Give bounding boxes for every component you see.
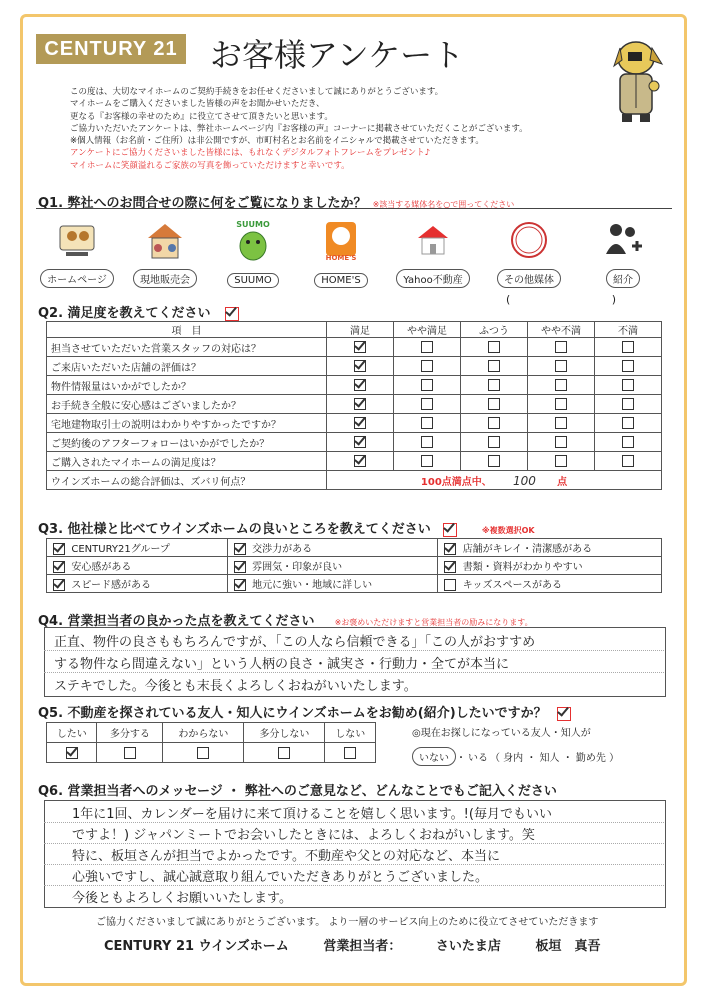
checkbox[interactable] [622,360,634,372]
checkbox[interactable] [234,561,246,573]
q5-title: Q5. 不動産を探されている友人・知人にウインズホームをお勧め(紹介)したいですか？ [38,706,547,721]
footer-store: さいたま店 [435,939,501,954]
q4-answer-line: する物件なら間違えない」という人柄の良さ・誠実さ・行動力・全てが本当に [54,657,510,672]
q2-title: Q2. 満足度を教えてください [38,306,211,321]
referral-icon [600,218,646,262]
checkbox[interactable] [421,398,433,410]
option-label: しない [325,723,376,743]
checkbox[interactable] [488,360,500,372]
q1-option-referral[interactable] [582,218,664,288]
checkbox[interactable] [421,436,433,448]
q1-option-other[interactable] [488,218,570,288]
option-cell[interactable] [438,557,662,575]
table-row [47,539,662,557]
q4-title: Q4. 営業担当者の良かった点を教えてください [38,614,315,629]
option-label: 多分する [97,723,163,743]
column-header: 満足 [327,322,394,338]
intro-line: ご協力いただいたアンケートは、弊社ホームページ内『お客様の声』コーナーに掲載させていただくことがございます。 [70,123,528,134]
option-label: 多分しない [244,723,325,743]
checkbox[interactable] [354,417,366,429]
checkbox[interactable] [555,398,567,410]
q1-option-homes[interactable] [300,218,382,288]
q3-strengths-table [46,538,662,593]
suumo-icon [230,218,276,262]
checkbox[interactable] [622,436,634,448]
checkbox[interactable] [444,543,456,555]
option-label: わからない [163,723,244,743]
row-label: 宅地建物取引士の説明はわかりやすかったですか？ [47,414,327,433]
intro-text [70,86,528,172]
column-header: 項 目 [47,322,327,338]
checkbox[interactable] [488,341,500,353]
other-media-icon [506,218,552,262]
table-row [47,433,662,452]
intro-line: マイホームをご購入くださいました皆様の声をお聞かせいただき、 [70,99,325,110]
ruled-line [44,672,664,673]
family-house-icon [142,218,188,262]
q1-option-yahoo[interactable] [392,218,474,288]
q5-detail: （ 身内 ・ 知人 ・ 勤め先 ） [490,753,620,764]
checkbox[interactable] [234,543,246,555]
option-label: スピード感がある [71,580,151,591]
checkbox[interactable] [354,360,366,372]
q5-yes-option[interactable]: いる [468,753,488,764]
q6-answer-line: ですよ！) ジャパンミートでお会いしたときには、よろしくおねがいします。笑 [72,828,535,843]
intro-line: 更なる『お客様の幸せのため』に役立てさせて頂きたいと思います。 [70,111,333,122]
checkbox[interactable] [278,747,290,759]
q5-friend-question [412,724,619,766]
checkbox[interactable] [555,436,567,448]
svg-text:HOME'S: HOME'S [325,254,357,262]
checkbox[interactable] [354,379,366,391]
q3-checkbox-icon [443,523,457,537]
checkbox[interactable] [354,436,366,448]
q5-checkbox-icon [557,707,571,721]
q1-options [36,218,676,286]
paren-open: ( [506,293,511,306]
table-row [47,338,662,357]
ruled-line [44,650,664,651]
option-label: 書類・資料がわかりやすい [462,562,583,573]
q6-answer-line: 心強いですし、誠心誠意取り組んでいただきありがとうございました。 [72,870,489,885]
total-label: ウインズホームの総合評価は、ズバリ何点？ [47,471,327,490]
option-label: キッズスペースがある [462,580,562,591]
checkbox[interactable] [622,398,634,410]
option-cell[interactable] [438,575,662,593]
option-label: CENTURY21グループ [71,544,170,555]
column-header: 不満 [595,322,662,338]
column-header: やや満足 [394,322,461,338]
q1-label: 現地販売会 [133,269,197,288]
q1-note: ※該当する媒体名を○で囲ってください [372,200,515,209]
checkbox[interactable] [444,561,456,573]
checkbox[interactable] [488,379,500,391]
checkbox[interactable] [234,579,246,591]
table-row [47,357,662,376]
q6-title: Q6. 営業担当者へのメッセージ ・ 弊社へのご意見など、どんなことでもご記入ください [38,784,557,799]
option-cell[interactable] [47,557,228,575]
checkbox[interactable] [622,455,634,467]
checkbox[interactable] [488,417,500,429]
q6-heading [38,780,557,799]
row-label: ご購入されたマイホームの満足度は？ [47,452,327,471]
q1-option-suumo[interactable] [212,218,294,288]
q3-title: Q3. 他社様と比べてウインズホームの良いところを教えてください [38,522,431,537]
q6-answer-line: 今後ともよろしくお願いいたします。 [72,891,292,906]
total-prefix: 100点満点中、 [420,476,492,488]
q4-answer-line: 正直、物件の良さももちろんですが、「この人なら信頼できる」「この人がおすすめ [54,635,536,650]
homes-icon [318,218,364,262]
q1-title: Q1. 弊社へのお問合せの際に何をご覧になりましたか？ [38,196,367,211]
company-logo: CENTURY 21 [36,34,186,64]
q4-note: ※お褒めいただけますと営業担当者の励みになります。 [334,618,533,627]
q1-label: SUUMO [227,273,279,288]
table-row [47,575,662,593]
checkbox[interactable] [53,579,65,591]
q1-option-homepage[interactable] [36,218,118,288]
q2-heading [38,302,239,321]
checkbox[interactable] [488,436,500,448]
q5-recommend-table [46,722,376,763]
checkbox[interactable] [53,543,65,555]
row-label: ご契約後のアフターフォローはいかがでしたか？ [47,433,327,452]
table-row [47,743,376,763]
yahoo-realestate-icon [410,218,456,262]
mascot-dog-icon [606,38,670,126]
total-suffix: 点 [557,476,568,488]
q1-label: ホームページ [40,269,114,288]
row-label: 物件情報量はいかがでしたか？ [47,376,327,395]
checkbox[interactable] [488,455,500,467]
column-header: ふつう [461,322,528,338]
q6-answer-line: 1年に1回、カレンダーを届けに来て頂けることを嬉しく思います。!(毎月でもいい [72,807,552,822]
q1-option-open-house[interactable] [124,218,206,288]
q3-note: ※複数選択OK [481,526,535,535]
checkbox[interactable] [66,747,78,759]
q6-answer-line: 特に、板垣さんが担当でよかったです。不動産や父との対応など、本当に [72,849,500,864]
checkbox[interactable] [555,360,567,372]
intro-line: この度は、大切なマイホームのご契約手続きをお任せくださいまして誠にありがとうございます。 [70,87,444,97]
table-row [47,414,662,433]
checkbox[interactable] [555,341,567,353]
option-cell[interactable] [227,575,438,593]
intro-line: ※個人情報（お名前・ご住所）は非公開ですが、市町村名とお名前をイニシャルで掲載させていただきます。 [70,136,484,147]
table-row [47,557,662,575]
checkbox[interactable] [421,455,433,467]
q1-label: Yahoo不動産 [396,269,469,288]
option-cell[interactable] [47,575,228,593]
q5-friend-line: ◎現在お探しになっている友人・知人が [412,728,591,739]
checkbox[interactable] [354,341,366,353]
checkbox[interactable] [354,455,366,467]
option-cell[interactable] [227,557,438,575]
checkbox[interactable] [124,747,136,759]
ruled-line [44,843,664,844]
table-row [47,452,662,471]
table-header-row [47,322,662,338]
option-label: 雰囲気・印象が良い [252,562,343,573]
option-label: 店舗がキレイ・清潔感がある [462,544,593,555]
option-cell[interactable] [227,539,438,557]
checkbox[interactable] [555,455,567,467]
total-score-cell[interactable] [327,471,662,490]
q1-label: 紹介 [606,269,640,288]
table-row [47,395,662,414]
checkbox[interactable] [488,398,500,410]
total-value: 100 [512,473,536,488]
checkbox[interactable] [622,341,634,353]
checkbox[interactable] [555,379,567,391]
q1-label: HOME'S [314,273,367,288]
q2-satisfaction-table [46,321,662,490]
divider [36,208,672,209]
checkbox[interactable] [622,417,634,429]
q5-no-option[interactable]: いない [412,747,456,766]
checkbox[interactable] [421,360,433,372]
row-label: お手続き全般に安心感はございましたか？ [47,395,327,414]
footer-staff-label: 営業担当者： [323,939,402,954]
checkbox[interactable] [555,417,567,429]
checkbox[interactable] [421,417,433,429]
table-header-row [47,723,376,743]
svg-text:SUUMO: SUUMO [236,220,270,229]
checkbox[interactable] [421,341,433,353]
option-cell[interactable] [47,539,228,557]
footer-signature [104,935,630,954]
q1-label: その他媒体 [497,269,561,288]
intro-line-red: アンケートにご協力くださいました皆様には、もれなくデジタルフォトフレームをプレゼント♪ [70,148,431,159]
checkbox[interactable] [622,379,634,391]
intro-line-red: マイホームに笑顔溢れるご家族の写真を飾っていただけますと幸いです。 [70,160,350,171]
homepage-icon [54,218,100,262]
row-label: 担当させていただいた営業スタッフの対応は？ [47,338,327,357]
checkbox[interactable] [344,747,356,759]
q3-heading [38,518,535,537]
option-label: 地元に強い・地域に詳しい [252,580,373,591]
option-cell[interactable] [438,539,662,557]
footer-staff-name: 板垣 真吾 [535,939,601,954]
table-row-total [47,471,662,490]
checkbox[interactable] [197,747,209,759]
row-label: ご来店いただいた店舗の評価は？ [47,357,327,376]
checkbox[interactable] [53,561,65,573]
other-media-paren [506,293,616,306]
ruled-line [44,864,664,865]
paren-close: ) [611,293,616,306]
q5-heading [38,702,571,721]
checkbox[interactable] [421,379,433,391]
option-label: 交渉力がある [252,544,313,555]
ruled-line [44,885,664,886]
page-title: お客様アンケート [210,36,465,74]
table-row [47,376,662,395]
q4-answer-line: ステキでした。今後とも末長くよろしくおねがいいたします。 [54,679,417,694]
ruled-line [44,822,664,823]
footer-company: CENTURY 21 ウインズホーム [104,939,289,954]
q2-checkbox-icon [225,307,239,321]
checkbox[interactable] [444,579,456,591]
q5-friend-answer [412,747,619,766]
option-label: したい [47,723,97,743]
column-header: やや不満 [528,322,595,338]
option-label: 安心感がある [71,562,132,573]
q5-dot: ・ [456,753,466,764]
checkbox[interactable] [354,398,366,410]
footer-thanks: ご協力くださいまして誠にありがとうございます。 より一層のサービス向上のために役立てさせていただきます [96,917,599,928]
